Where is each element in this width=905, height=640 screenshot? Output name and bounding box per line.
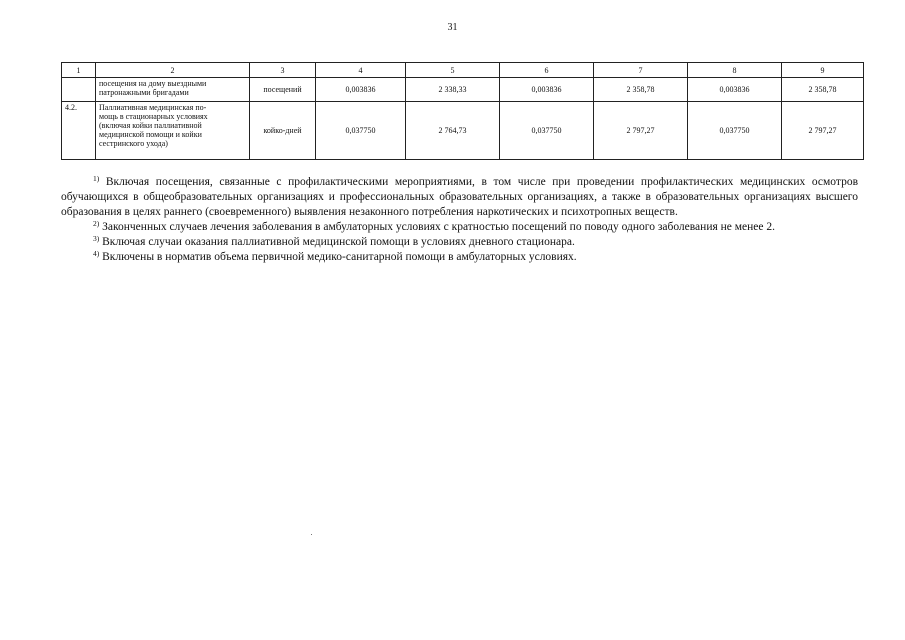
table-row: [62, 102, 864, 160]
column-header: 5: [406, 63, 500, 78]
table-row: [62, 78, 864, 102]
page-number: 31: [447, 22, 458, 33]
table-cell: 0,037750: [500, 102, 594, 160]
row-number: [62, 78, 96, 102]
footnote-mark: 4): [93, 249, 100, 258]
row-name-line: медицинской помощи и койки: [99, 130, 202, 139]
row-name-line: (включая койки паллиативной: [99, 121, 202, 130]
column-header: 1: [62, 63, 96, 78]
table-cell: 0,003836: [316, 78, 406, 102]
column-header: 7: [594, 63, 688, 78]
footnote-text: Включены в норматив объема первичной медико-санитарной помощи в амбулаторных условиях.: [102, 251, 577, 263]
column-header: 8: [688, 63, 782, 78]
footnote: [61, 250, 858, 265]
footnote-text: Включая случаи оказания паллиативной медицинской помощи в условиях дневного стационара.: [102, 236, 575, 248]
footnote-text: Законченных случаев лечения заболевания в амбулаторных условиях с кратностью посещений по поводу одного заболевания не менее 2.: [102, 221, 776, 233]
scan-speck: [311, 534, 312, 535]
table-cell: 0,037750: [688, 102, 782, 160]
table-cell: 2 764,73: [406, 102, 500, 160]
footnote: [61, 175, 858, 220]
footnote: [61, 220, 858, 235]
footnote-text: Включая посещения, связанные с профилактическими мероприятиями, в том числе при проведении профилактических медицинских осмотров обучающихся в общеобразовательных организациях и профессиональных образовательных организациях, а также в образовательных организациях высшего образования в целях раннего (своевременного) выявления незаконного потребления наркотических и психотропных веществ.: [61, 176, 858, 218]
footnote-mark: 2): [93, 219, 100, 228]
row-unit: койко-дней: [250, 102, 316, 160]
column-header: 9: [782, 63, 864, 78]
table-cell: 2 797,27: [782, 102, 864, 160]
row-name: [96, 78, 250, 102]
footnote: [61, 235, 858, 250]
row-unit: посещений: [250, 78, 316, 102]
column-header: 3: [250, 63, 316, 78]
footnote-mark: 1): [93, 174, 100, 183]
footnotes: [61, 175, 858, 265]
column-header: 6: [500, 63, 594, 78]
row-name-line: патронажными бригадами: [99, 88, 189, 97]
table-cell: 0,003836: [688, 78, 782, 102]
table-cell: 2 358,78: [782, 78, 864, 102]
table-cell: 0,003836: [500, 78, 594, 102]
table-cell: 0,037750: [316, 102, 406, 160]
column-header: 4: [316, 63, 406, 78]
row-name-line: посещения на дому выездными: [99, 79, 207, 88]
table-cell: 2 358,78: [594, 78, 688, 102]
table-cell: 2 797,27: [594, 102, 688, 160]
footnote-mark: 3): [93, 234, 100, 243]
norms-table: [61, 62, 864, 160]
row-name-line: Паллиативная медицинская по-: [99, 103, 207, 112]
table-header-row: [62, 63, 864, 78]
row-name-line: мощь в стационарных условиях: [99, 112, 208, 121]
column-header: 2: [96, 63, 250, 78]
row-name-line: сестринского ухода): [99, 139, 168, 148]
row-name: [96, 102, 250, 160]
row-number: 4.2.: [62, 102, 96, 160]
table-cell: 2 338,33: [406, 78, 500, 102]
